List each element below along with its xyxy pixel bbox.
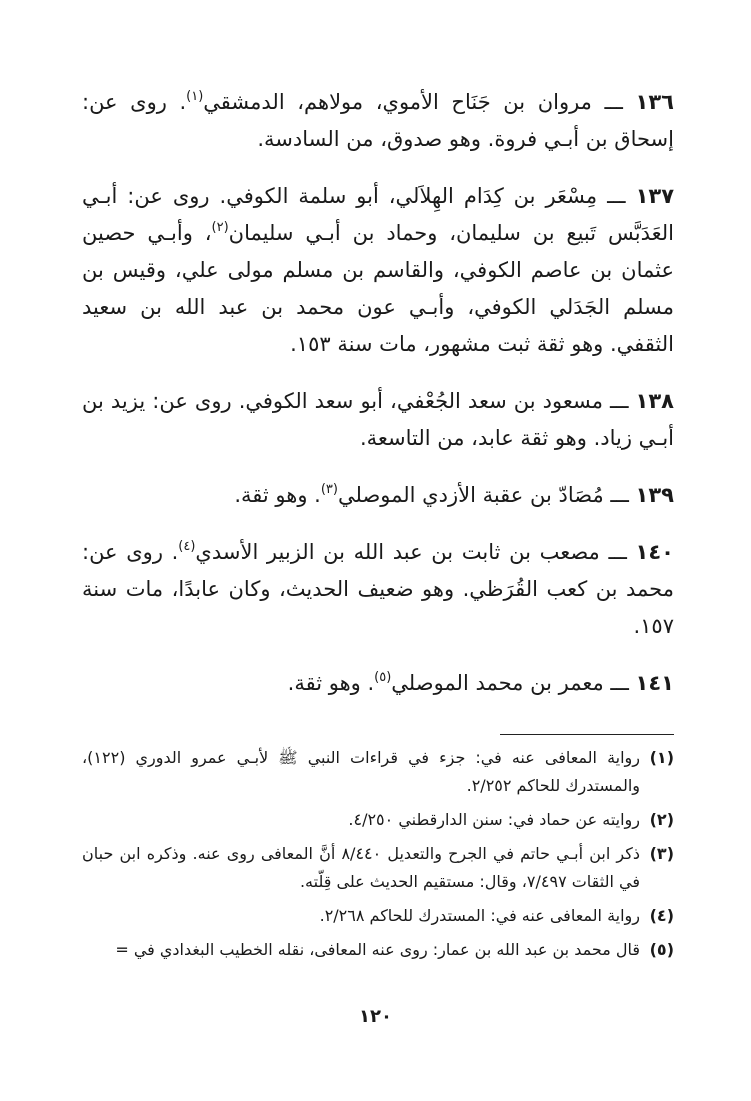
entry-140	[82, 534, 674, 645]
entry-141	[82, 665, 674, 702]
footnote-ref: (٤)	[178, 539, 196, 554]
footnote-separator	[500, 734, 674, 735]
entry-number: ١٣٧	[635, 184, 675, 208]
footnote-number: (٥)	[649, 940, 674, 959]
entry-dash: ـــ	[599, 540, 636, 564]
entry-text: مِسْعَر بن كِدَام الهِلاَلي، أبو سلمة الكوفي. روى عن: أبـي العَدَبَّس تَبيع بن سليمان، وحماد بن أبـي سليمان	[82, 184, 674, 245]
entry-dash: ـــ	[591, 90, 636, 114]
entry-text: مُصَادّ بن عقبة الأزدي الموصلي	[337, 483, 604, 507]
entry-dash: ـــ	[603, 671, 636, 695]
entry-text: . وهو ثقة.	[234, 483, 321, 507]
entry-number: ١٣٦	[635, 90, 674, 114]
entry-dash: ـــ	[603, 483, 636, 507]
entry-136	[82, 84, 674, 158]
footnote-number: (٤)	[649, 906, 674, 925]
footnote-1	[82, 744, 674, 800]
entry-dash: ـــ	[597, 184, 636, 208]
entry-text: . روى عن: إسحاق بن أبـي فروة. وهو صدوق، من السادسة.	[82, 90, 674, 151]
entry-number: ١٣٨	[635, 389, 674, 413]
entry-text: مسعود بن سعد الجُعْفي، أبو سعد الكوفي. روى عن: يزيد بن أبـي زياد. وهو ثقة عابد، من التاسعة.	[82, 389, 674, 450]
footnote-text: ذكر ابن أبـي حاتم في الجرح والتعديل ٨/٤٤٠ أنَّ المعافى روى عنه. وذكره ابن حبان في الثقات ٧/٤٩٧، وقال: مستقيم الحديث على قِلّته.	[82, 844, 640, 891]
footnote-ref: (٢)	[211, 220, 229, 235]
footnote-number: (١)	[649, 748, 674, 767]
entry-text: معمر بن محمد الموصلي	[391, 671, 604, 695]
footnote-number: (٣)	[649, 844, 674, 863]
page-number: ١٢٠	[359, 1006, 392, 1027]
footnote-ref: (٥)	[374, 670, 392, 685]
footnote-text: رواية المعافى عنه في: جزء في قراءات النبي ﷺ لأبـي عمرو الدوري (١٢٢)، والمستدرك للحاكم ٢/٢٥٢.	[82, 748, 640, 795]
entry-text: ، وأبـي حصين عثمان بن عاصم الكوفي، والقاسم بن مسلم مولى علي، وقيس بن مسلم الجَدَلي الكوفي، وأبـي عون محمد بن عبد الله بن سعيد الثقفي. وهو ثقة ثبت مشهور، مات سنة ١٥٣.	[82, 221, 674, 356]
footnote-ref: (٣)	[320, 482, 338, 497]
entry-text: مروان بن جَنَاح الأموي، مولاهم، الدمشقي	[203, 90, 592, 114]
footnote-5	[82, 936, 674, 964]
entry-number: ١٣٩	[635, 483, 674, 507]
footnote-2	[82, 806, 674, 834]
footnote-4	[82, 902, 674, 930]
footnote-text: روايته عن حماد في: سنن الدارقطني ٤/٢٥٠.	[348, 810, 640, 829]
entry-number: ١٤٠	[635, 540, 674, 564]
entry-text: مصعب بن ثابت بن عبد الله بن الزبير الأسدي	[195, 540, 600, 564]
main-text	[82, 84, 674, 722]
entry-138	[82, 383, 674, 457]
footnote-text: رواية المعافى عنه في: المستدرك للحاكم ٢/٢٦٨.	[319, 906, 640, 925]
entry-139	[82, 477, 674, 514]
entry-number: ١٤١	[635, 671, 674, 695]
entry-137	[82, 178, 674, 363]
entry-dash: ـــ	[602, 389, 636, 413]
footnotes	[82, 744, 674, 970]
entry-text: . روى عن: محمد بن كعب القُرَظي. وهو ضعيف الحديث، وكان عابدًا، مات سنة ١٥٧.	[82, 540, 674, 638]
footnote-text: قال محمد بن عبد الله بن عمار: روى عنه المعافى، نقله الخطيب البغدادي في =	[115, 940, 640, 959]
footnote-number: (٢)	[649, 810, 674, 829]
footnote-ref: (١)	[186, 89, 204, 104]
entry-text: . وهو ثقة.	[287, 671, 375, 695]
footnote-3	[82, 840, 674, 896]
